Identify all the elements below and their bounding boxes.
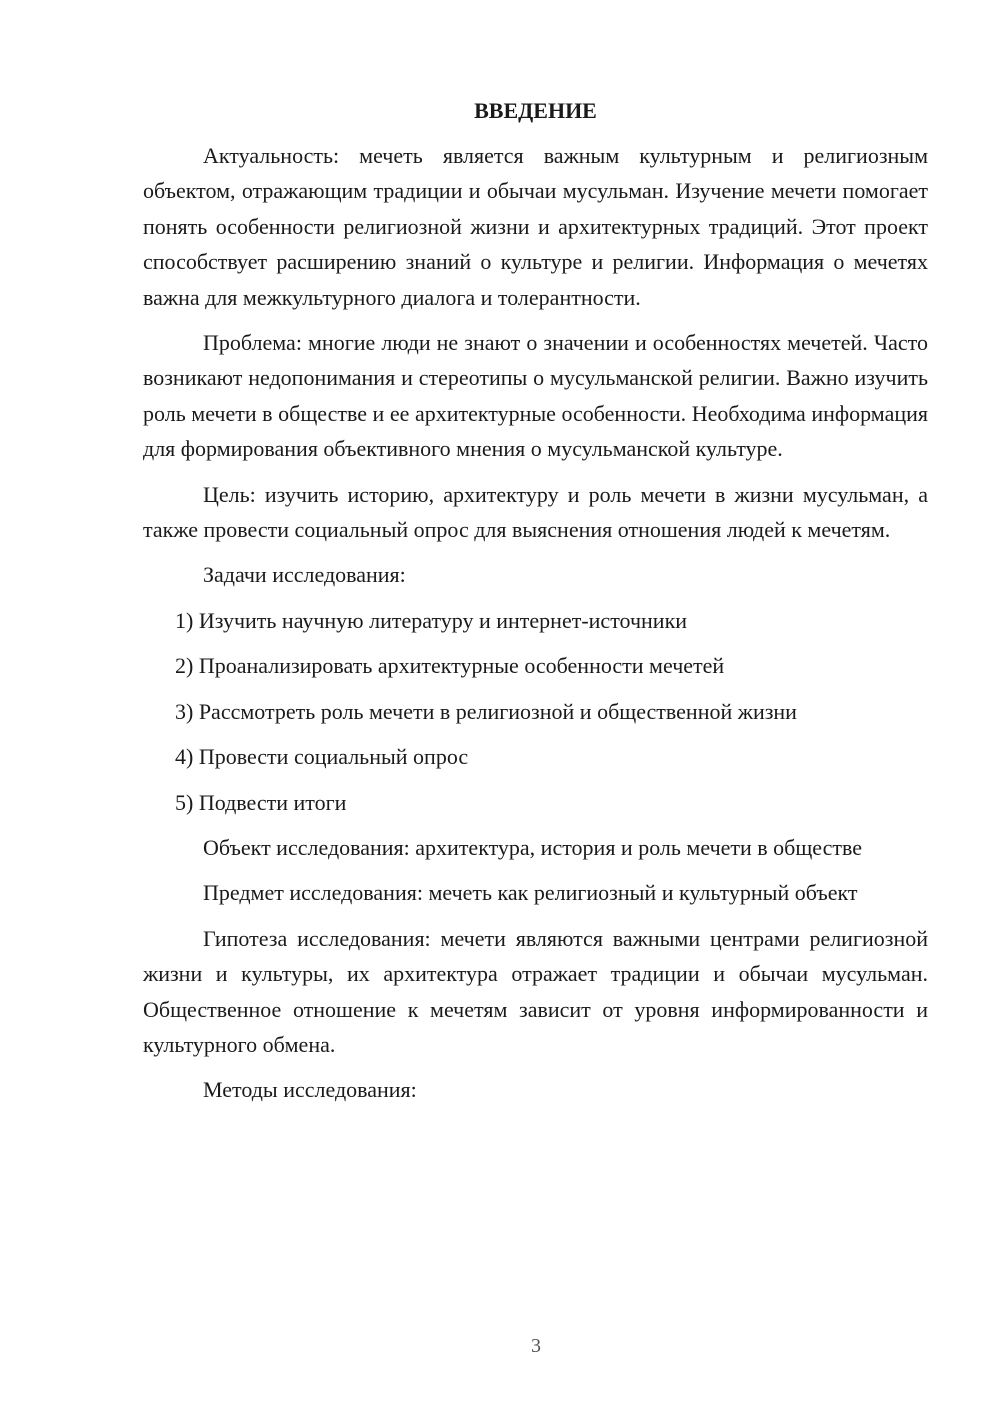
list-item: 2) Проанализировать архитектурные особенности мечетей: [175, 653, 725, 679]
document-page: [143, 96, 928, 1118]
methods-heading: Методы исследования:: [203, 1077, 417, 1103]
tasks-list: [143, 603, 928, 820]
paragraph-object: Объект исследования: архитектура, история и роль мечети в обществе: [203, 834, 863, 860]
paragraph-relevance: Актуальность: мечеть является важным культурным и религиозным объектом, отражающим традиции и обычаи мусульман. Изучение мечети помогает понять особенности религиозной жизни и архитектурных традиций. Этот проект способствует расширению знаний о культуре и религии. Информация о мечетях важна для межкультурного диалога и толерантности.: [143, 143, 928, 310]
page-title: ВВЕДЕНИЕ: [474, 98, 597, 123]
paragraph-problem: Проблема: многие люди не знают о значении и особенностях мечетей. Часто возникают недопонимания и стереотипы о мусульманской религии. Важно изучить роль мечети в обществе и ее архитектурные особенности. Необходима информация для формирования объективного мнения о мусульманской культуре.: [143, 330, 928, 462]
list-item: 1) Изучить научную литературу и интернет-источники: [175, 607, 688, 633]
page-number: 3: [531, 1335, 541, 1357]
paragraph-goal: Цель: изучить историю, архитектуру и роль мечети в жизни мусульман, а также провести социальный опрос для выяснения отношения людей к мечетям.: [143, 481, 928, 543]
list-item: 3) Рассмотреть роль мечети в религиозной и общественной жизни: [175, 698, 797, 724]
list-item: 5) Подвести итоги: [175, 789, 347, 815]
paragraph-subject: Предмет исследования: мечеть как религиозный и культурный объект: [203, 880, 858, 906]
tasks-heading: Задачи исследования:: [203, 562, 406, 588]
paragraph-hypothesis: Гипотеза исследования: мечети являются важными центрами религиозной жизни и культуры, их архитектура отражает традиции и обычаи мусульман. Общественное отношение к мечетям зависит от уровня информированности и культурного обмена.: [143, 925, 928, 1057]
list-item: 4) Провести социальный опрос: [175, 744, 469, 770]
